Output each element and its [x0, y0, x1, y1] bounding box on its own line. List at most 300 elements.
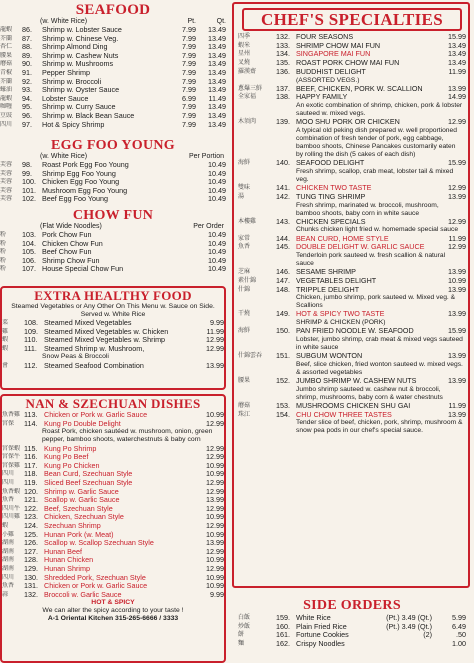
item-name: Broccoli w. Garlic Sauce	[44, 590, 122, 599]
item-number: 154.	[276, 409, 290, 419]
item-number: 119.	[24, 477, 38, 487]
item-chinese-name: 珠江	[238, 411, 251, 418]
item-number: 161.	[276, 630, 290, 640]
item-name: Beef, Szechuan Style	[44, 504, 113, 513]
item-number: 147.	[276, 275, 290, 285]
item-name: Sliced Beef Szechuan Style	[44, 478, 133, 487]
item-chinese-name: 干燒	[238, 311, 251, 318]
seafood-list	[0, 26, 226, 129]
item-name: Chicken Egg Foo Young	[42, 178, 120, 187]
item-chinese-name: 粉	[0, 232, 7, 238]
item-chinese-name: 餅	[238, 632, 245, 639]
extra-healthy-section	[0, 286, 226, 390]
healthy-note: Steamed Vegetables or Any Other On This Menu w. Sauce on Side.	[11, 303, 215, 310]
item-number: 131.	[24, 581, 38, 591]
item-name: Szechuan Shrimp	[44, 521, 101, 530]
szechuan-title: NAN & SZECHUAN DISHES	[25, 396, 201, 411]
item-name: Shrimp w. Black Bean Sauce	[42, 111, 135, 120]
item-price: 13.49	[208, 85, 226, 95]
item-number: 86.	[22, 25, 32, 34]
chef-item-row	[238, 377, 466, 386]
item-chinese-name: 青椒	[0, 69, 13, 76]
footer-contact: A-1 Oriental Kitchen 315-265-6666 / 3333	[47, 615, 179, 623]
item-description: Beef, slice chicken, fried wonton sauteed w. mixed vegs. & assorted vegetables	[296, 360, 463, 376]
item-name: HOT & SPICY TWO TASTE	[296, 310, 385, 319]
menu-item-row	[0, 161, 226, 170]
item-price: 11.99	[206, 326, 224, 336]
chef-item-row	[238, 159, 466, 168]
item-number: 130.	[24, 572, 38, 582]
chef-item-row	[238, 85, 466, 94]
item-number: 109.	[24, 326, 38, 336]
item-price: 6.49	[452, 621, 466, 631]
chef-item-row	[238, 327, 466, 336]
healthy-111-desc: Snow Peas & Broccoli	[42, 353, 109, 361]
seafood-section	[0, 2, 226, 129]
item-number: 110.	[24, 335, 38, 345]
item-chinese-name: 魚香雞	[2, 412, 21, 418]
item-name: SUBGUM WONTON	[296, 352, 363, 361]
item-price: 12.99	[448, 242, 466, 252]
item-number: 98.	[22, 160, 32, 169]
item-number: 122.	[24, 503, 38, 513]
healthy-list	[2, 319, 224, 353]
item-chinese-name: 魚香	[238, 244, 251, 251]
chef-item-row	[238, 184, 466, 193]
item-chinese-name: 芙蓉	[0, 187, 13, 194]
item-name: Shrimp w. Garlic Sauce	[44, 487, 119, 496]
item-number: 125.	[24, 529, 38, 539]
item-price: 1.00	[452, 639, 466, 649]
chowfun-subtitle: (Flat Wide Noodles)	[40, 223, 102, 230]
item-price: 13.49	[208, 25, 226, 34]
item-price: 14.99	[448, 92, 466, 102]
item-name: Kung Po Beef	[44, 453, 89, 462]
item-number: 113.	[24, 410, 38, 419]
item-name: FOUR SEASONS	[296, 33, 354, 41]
item-number: 143.	[276, 216, 290, 226]
item-size: (Pt.) 3.49 (Qt.)	[386, 613, 432, 622]
item-number: 132.	[276, 32, 290, 41]
menu-item-row	[2, 420, 224, 429]
item-chinese-name: 炒飯	[238, 623, 251, 630]
item-number: 106.	[22, 255, 36, 265]
item-number: 138.	[276, 92, 290, 102]
item-name: Chicken, Szechuan Style	[44, 513, 124, 522]
item-number: 97.	[22, 119, 32, 129]
item-description: Fresh shrimp, scallop, crab meat, lobster tail & mixed veg.	[296, 167, 454, 184]
egg-list	[0, 161, 226, 204]
item-chinese-name: 全家福	[238, 94, 257, 101]
item-number: 126.	[24, 538, 38, 548]
item-price: 12.99	[206, 343, 224, 353]
chef-list	[238, 33, 466, 436]
item-chinese-name: 星州	[238, 51, 251, 58]
item-number: 123.	[24, 512, 38, 522]
item-chinese-name: 腰果	[238, 378, 251, 385]
item-name: Steamed Shrimp w. Mushroom,	[44, 344, 145, 353]
item-chinese-name: 蝦	[2, 345, 9, 352]
item-price: 10.99	[206, 529, 224, 539]
item-number: 145.	[276, 242, 290, 252]
item-number: 134.	[276, 49, 290, 59]
item-price: 13.49	[448, 58, 466, 68]
item-chinese-name: 湖南	[2, 540, 15, 547]
item-name: Mushroom Egg Foo Young	[42, 186, 128, 195]
side-item-row	[238, 631, 466, 640]
item-price: 13.49	[208, 50, 226, 60]
item-number: 87.	[22, 33, 32, 43]
item-name: House Special Chow Fun	[42, 265, 124, 274]
item-price: 13.49	[208, 67, 226, 77]
item-number: 139.	[276, 117, 290, 127]
item-chinese-name: 蠔油	[0, 87, 13, 94]
item-name: TRIPPLE DELIGHT	[296, 285, 360, 294]
item-price: 13.99	[448, 309, 466, 319]
chef-item-row	[238, 411, 466, 420]
egg-foo-young-section	[0, 138, 226, 204]
spicy-note: We can alter the spicy according to your taste !	[42, 607, 184, 615]
item-name: Beef Egg Foo Young	[42, 195, 108, 204]
item-chinese-name: 蒜	[2, 591, 9, 598]
item-chinese-name: 龍蝦	[0, 95, 13, 102]
item-name: BEEF, CHICKEN, PORK W. SCALLION	[296, 84, 423, 93]
item-price: 12.99	[206, 418, 224, 428]
item-price: 13.99	[448, 191, 466, 201]
item-name: Lobster Sauce	[42, 94, 89, 103]
item-price: 13.99	[448, 267, 466, 277]
item-chinese-name: 蝦米	[238, 42, 251, 49]
chef-item-row	[238, 68, 466, 77]
item-description: SHRIMP & CHICKEN (PORK)	[296, 319, 386, 327]
item-name: Steamed Mixed Vegetables	[44, 319, 132, 327]
item-chinese-name: 魚香蝦	[2, 488, 21, 495]
item-price: 10.49	[208, 255, 226, 265]
col-pt: Pt.	[187, 18, 196, 25]
hot-spicy-label: HOT & SPICY	[91, 599, 135, 607]
item-description: Chunks chicken light fried w. homemade special sauce	[296, 226, 459, 234]
item-chinese-name: 雙味	[238, 185, 251, 192]
szechuan-section	[0, 394, 226, 663]
szechuan-list-1	[2, 411, 224, 428]
item-name: Beef Chow Fun	[42, 248, 92, 257]
item-name: Shrimp w. Lobster Sauce	[42, 26, 122, 34]
item-name: Shrimp Almond Ding	[42, 43, 108, 52]
item-chinese-name: 芙蓉	[0, 179, 13, 186]
item-chinese-name: 海鮮	[238, 328, 251, 335]
item-name: HAPPY FAMILY	[296, 93, 348, 102]
item-chinese-name: 蘑菇	[0, 61, 13, 68]
item-chinese-name: 麵	[238, 641, 245, 648]
item-number: 151.	[276, 351, 290, 361]
chef-item-row	[238, 235, 466, 244]
item-number: 101.	[22, 185, 36, 195]
item-chinese-name: 粉	[0, 249, 7, 256]
item-name: Kung Po Shrimp	[44, 444, 97, 453]
chef-item-row	[238, 42, 466, 51]
chowfun-per-order: Per Order	[193, 223, 224, 230]
col-qt: Qt.	[216, 18, 226, 25]
menu-item-112: 會 112. Steamed Seafood Combination 13.99	[2, 360, 224, 370]
item-price: 10.49	[208, 264, 226, 274]
right-column	[228, 0, 474, 663]
side-list	[238, 614, 466, 649]
item-name: BUDDHIST DELIGHT	[296, 67, 366, 76]
item-name: Shrimp w. Cashew Nuts	[42, 51, 119, 60]
item-number: 160.	[276, 621, 290, 631]
item-number: 127.	[24, 546, 38, 556]
side-item-row	[238, 640, 466, 649]
item-number: 152.	[276, 376, 290, 386]
item-name: Shrimp w. Chinese Veg.	[42, 34, 119, 43]
chowfun-title: CHOW FUN	[72, 208, 154, 223]
item-name: Steamed Mixed Vegetables w. Shrimp	[44, 336, 166, 345]
egg-subtitle: (w. White Rice)	[40, 153, 88, 160]
item-price: 13.99	[206, 538, 224, 548]
item-name: SHRIMP CHOW MAI FUN	[296, 41, 381, 50]
item-chinese-name: 粉	[0, 266, 7, 273]
item-price: 13.49	[208, 102, 226, 112]
item-number: 94.	[22, 93, 32, 103]
item-description: Tender slice of beef, chicken, pork, shrimp, mushroom & snow pea pods in our chef's special sauce.	[296, 419, 463, 435]
item-price: 10.99	[206, 410, 224, 419]
item-number: 136.	[276, 66, 290, 76]
item-number: 108.	[24, 318, 38, 327]
item-price: 13.49	[208, 119, 226, 129]
item-price: 7.99	[182, 76, 196, 86]
item-number: 99.	[22, 168, 32, 178]
item-price: 10.49	[208, 177, 226, 187]
item-chinese-name: 魚香	[2, 583, 15, 590]
chef-item-row	[238, 59, 466, 68]
egg-per-portion: Per Portion	[188, 153, 224, 160]
item-name: PAN FRIED NOODLE W. SEAFOOD	[296, 327, 414, 336]
item-name: DOUBLE DELIGHT W. GARLIC SAUCE	[296, 243, 425, 252]
item-number: 96.	[22, 110, 32, 120]
item-price: 15.99	[448, 158, 466, 168]
item-price: 7.99	[182, 102, 196, 112]
item-name: JUMBO SHRIMP W. CASHEW NUTS	[296, 377, 417, 386]
chef-item-row	[238, 93, 466, 102]
item-name: Hunan Beef	[44, 547, 82, 556]
item-price: 13.49	[208, 59, 226, 69]
chef-item-row	[238, 33, 466, 42]
egg-title: EGG FOO YOUNG	[51, 138, 175, 153]
item-price: 12.99	[448, 216, 466, 226]
item-price: 10.99	[206, 512, 224, 522]
item-number: 137.	[276, 83, 290, 93]
item-chinese-name: 小雞	[2, 531, 15, 538]
item-name: Roast Pork Egg Foo Young	[42, 161, 129, 169]
item-price: 13.49	[208, 76, 226, 86]
item-price: 7.99	[182, 42, 196, 52]
item-price: .50	[456, 630, 466, 640]
item-number: 142.	[276, 191, 290, 201]
item-price: 10.99	[206, 572, 224, 582]
seafood-title: SEAFOOD	[75, 2, 151, 18]
item-number: 144.	[276, 233, 290, 243]
item-number: 128.	[24, 555, 38, 565]
item-chinese-name: 四川	[2, 471, 15, 478]
item-price: 12.99	[206, 443, 224, 453]
item-number: 104.	[22, 238, 36, 248]
item-number: 92.	[22, 76, 32, 86]
item-name: Chicken Chow Fun	[42, 239, 103, 248]
item-description: A typical old peking dish prepared w. well proportioned combination of fresh tender of pork, egg cabbage, bamboo shoots, Chinese Pancakes customarily eaten by rolling the dish (5 cakes of each dish)	[296, 126, 457, 159]
item-price: 15.99	[448, 32, 466, 41]
chowfun-list	[0, 231, 226, 274]
item-price: 13.49	[448, 49, 466, 59]
item-number: 91.	[22, 67, 32, 77]
item-number: 88.	[22, 42, 32, 52]
chef-item-row	[238, 243, 466, 252]
item-number: 133.	[276, 40, 290, 50]
item-chinese-name: 四川	[0, 121, 13, 128]
item-price: 12.99	[448, 117, 466, 127]
chef-item-row	[238, 50, 466, 59]
chef-section	[238, 8, 466, 436]
item-price: 11.99	[448, 233, 466, 243]
item-number: 124.	[24, 520, 38, 530]
item-name: Fortune Cookies	[296, 631, 349, 640]
item-chinese-name: 本樓雞	[238, 218, 257, 225]
item-price: 9.99	[210, 318, 224, 327]
item-price: 7.99	[182, 110, 196, 120]
item-number: 146.	[276, 267, 290, 277]
item-price: 7.99	[182, 67, 196, 77]
item-number: 129.	[24, 563, 38, 573]
item-price: 10.49	[208, 194, 226, 204]
item-number: 93.	[22, 85, 32, 95]
item-price: 10.99	[206, 555, 224, 565]
menu-item-row	[0, 265, 226, 274]
item-chinese-name: 芙蓉	[0, 196, 13, 203]
item-chinese-name: 魚香	[2, 497, 15, 504]
item-chinese-name: 四川	[2, 574, 15, 581]
item-name: VEGETABLES DELIGHT	[296, 276, 377, 285]
item-number: 107.	[22, 264, 36, 274]
item-price: 12.99	[206, 486, 224, 496]
item-price: 13.99	[448, 83, 466, 93]
item-chinese-name: 叉燒	[238, 60, 251, 67]
item-name: Shrimp Egg Foo Young	[42, 169, 116, 178]
item-name: TUNG TING SHRIMP	[296, 192, 366, 201]
item-price: 5.99	[452, 613, 466, 622]
item-name: Kung Po Chicken	[44, 461, 100, 470]
item-name: Scallop w. Garlic Sauce	[44, 496, 120, 505]
item-price: 13.49	[448, 40, 466, 50]
item-number: 159.	[276, 613, 290, 622]
item-number: 103.	[22, 230, 36, 239]
item-number: 141.	[276, 183, 290, 193]
item-price: 13.99	[448, 284, 466, 294]
item-size: (2)	[423, 630, 432, 640]
item-name: Kung Po Double Delight	[44, 419, 121, 428]
item-chinese-name: 家常	[238, 235, 251, 242]
item-number: 118.	[24, 469, 38, 479]
item-price: 10.99	[206, 581, 224, 591]
item-description: Chicken, jumbo shrimp, pork sauteed w. Mixed veg. & Scallions	[296, 294, 456, 310]
chef-item-row	[238, 402, 466, 411]
item-chinese-name: 宮保	[2, 420, 15, 427]
item-number: 90.	[22, 59, 32, 69]
item-price: 10.49	[208, 160, 226, 169]
item-name: Hunan Pork (w. Meat)	[44, 530, 114, 539]
item-size: (Pt.) 3.49 (Qt.)	[386, 621, 432, 631]
item-chinese-name: 湖南	[2, 565, 15, 572]
item-chinese-name: 芝麻	[238, 269, 251, 276]
item-price: 6.99	[182, 93, 196, 103]
item-chinese-name: 豆豉	[0, 112, 13, 119]
item-chinese-name: 木須肉	[238, 119, 257, 126]
seafood-subtitle: (w. White Rice)	[40, 18, 88, 25]
item-price: 7.99	[182, 25, 196, 34]
item-chinese-name: 湯	[238, 193, 245, 200]
chef-item-row	[238, 193, 466, 202]
item-chinese-name: 蝦	[2, 337, 9, 344]
item-price: 13.99	[448, 409, 466, 419]
item-chinese-name: 雞	[2, 328, 9, 335]
item-chinese-name: 杏仁	[0, 44, 13, 51]
item-chinese-name: 素什錦	[238, 277, 257, 284]
item-name: Hunan Chicken	[44, 556, 94, 565]
item-chinese-name: 宮保蝦	[2, 445, 21, 452]
item-name: Scallop w. Scallop Szechuan Style	[44, 539, 154, 548]
item-description: (ASSORTED VEGS.)	[296, 76, 360, 84]
item-price: 7.99	[182, 59, 196, 69]
item-number: 162.	[276, 639, 290, 649]
item-price: 11.99	[448, 66, 466, 76]
item-chinese-name: 龍蝦	[0, 27, 13, 33]
szechuan-114-desc: Roast Pork, chicken sautéed w. mushroom, onion, green pepper, bamboo shoots, waterchestnuts & baby corn	[42, 428, 213, 444]
chef-item-row	[238, 118, 466, 127]
side-orders-section	[238, 598, 466, 649]
item-name: CHICKEN TWO TASTE	[296, 184, 372, 193]
item-name: SESAME SHRIMP	[296, 268, 356, 277]
chef-item-row	[238, 218, 466, 227]
chef-item-row	[238, 286, 466, 295]
item-price: 10.49	[208, 168, 226, 178]
item-number: 135.	[276, 58, 290, 68]
item-number: 111.	[24, 343, 37, 353]
item-chinese-name: 腰果	[0, 52, 13, 59]
item-chinese-name: 菜	[2, 320, 9, 326]
item-price: 12.99	[206, 477, 224, 487]
item-price: 12.99	[206, 335, 224, 345]
item-price: 11.99	[448, 400, 466, 410]
item-name: SEAFOOD DELIGHT	[296, 159, 365, 168]
item-price: 13.99	[448, 351, 466, 361]
item-number: 95.	[22, 102, 32, 112]
item-name: Shrimp Chow Fun	[42, 256, 100, 265]
item-name: Hunan Shrimp	[44, 564, 90, 573]
item-price: 15.99	[448, 326, 466, 336]
item-name: MOO SHU PORK OR CHICKEN	[296, 118, 400, 127]
healthy-title: EXTRA HEALTHY FOOD	[34, 288, 192, 303]
item-name: Plain Fried Rice	[296, 622, 347, 631]
item-name: Chicken or Pork w. Garlic Sauce	[44, 582, 148, 591]
item-price: 12.99	[206, 452, 224, 462]
chef-item-row	[238, 352, 466, 361]
item-chinese-name: 咖喱	[0, 104, 13, 111]
item-chinese-name: 蔥爆三鮮	[238, 85, 263, 92]
item-name: White Rice	[296, 614, 331, 622]
item-chinese-name: 湖南	[2, 548, 15, 555]
menu-item-row	[0, 121, 226, 130]
item-number: 100.	[22, 177, 36, 187]
item-name: Shrimp w. Broccoli	[42, 77, 102, 86]
item-name: Hot & Spicy Shrimp	[42, 120, 105, 129]
